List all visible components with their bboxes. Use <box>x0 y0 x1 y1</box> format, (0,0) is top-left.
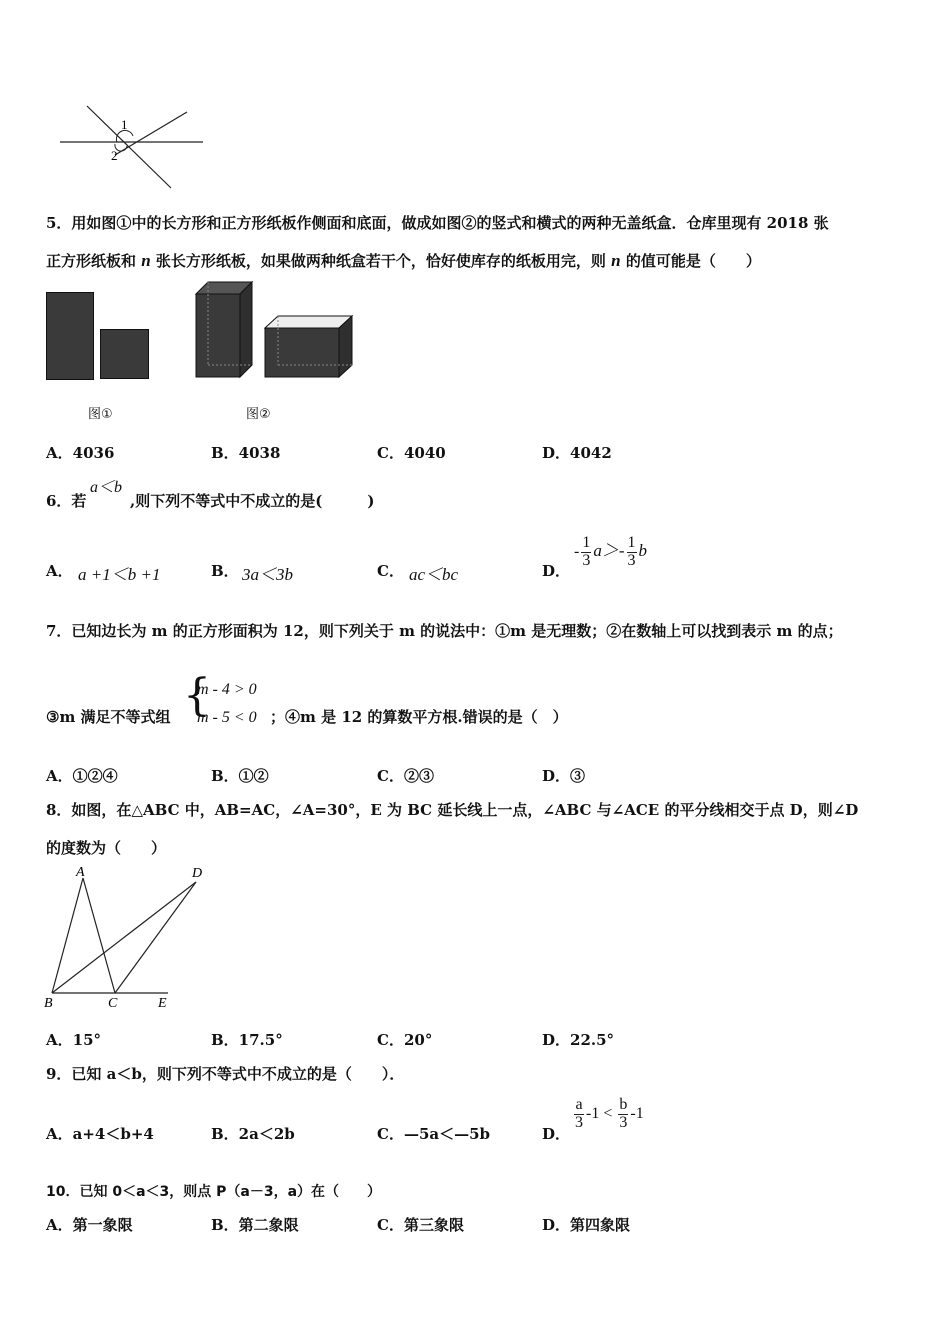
q9-option-b[interactable]: B．2a＜2b <box>211 1125 295 1143</box>
q6-option-c-label[interactable]: C． <box>377 562 404 580</box>
q9-option-d-expr: $\frac{a}{3}$ -1 < $\frac{b}{3}$ -1 <box>575 1096 644 1131</box>
q5-option-a[interactable]: A．4036 <box>46 444 115 462</box>
fig1-caption: 图① <box>88 407 113 422</box>
q6-option-b-label[interactable]: B． <box>211 562 239 580</box>
point-label-d: D <box>192 866 203 881</box>
q5-option-c[interactable]: C．4040 <box>377 444 446 462</box>
q8-option-a[interactable]: A．15° <box>46 1031 102 1049</box>
q7-option-d[interactable]: D．③ <box>542 767 586 785</box>
q9-option-c[interactable]: C．—5a＜—5b <box>377 1125 491 1143</box>
q7-system-2: m - 5 < 0 <box>197 709 257 726</box>
q5-option-b[interactable]: B．4038 <box>211 444 281 462</box>
q5-var-n: n <box>141 251 151 270</box>
q6-option-d-label[interactable]: D． <box>542 562 571 580</box>
q6-condition: a＜b <box>90 479 123 496</box>
q8-option-c[interactable]: C．20° <box>377 1031 433 1049</box>
q5-line1: 5．用如图①中的长方形和正方形纸板作侧面和底面，做成如图②的竖式和横式的两种无盖纸盒．仓库里现有 2018 张 <box>46 214 829 232</box>
angle-label-2: 2 <box>111 148 118 163</box>
point-label-b: B <box>44 996 53 1011</box>
fig2-caption: 图② <box>246 407 271 422</box>
q9-option-a[interactable]: A．a+4＜b+4 <box>46 1125 154 1143</box>
q7-option-b[interactable]: B．①② <box>211 767 269 785</box>
q6-suffix: ,则下列不等式中不成立的是( ) <box>130 492 375 510</box>
q5-option-d[interactable]: D．4042 <box>542 444 612 462</box>
point-label-a: A <box>76 865 85 880</box>
box-figure <box>192 278 357 382</box>
q10-option-a[interactable]: A．第一象限 <box>46 1216 133 1234</box>
rect-board <box>46 292 94 380</box>
q6-option-a-expr: a +1＜b +1 <box>78 565 161 584</box>
point-label-e: E <box>158 996 167 1011</box>
q10-option-b[interactable]: B．第二象限 <box>211 1216 299 1234</box>
q7-line2-b: ；④m 是 12 的算数平方根.错误的是（ ） <box>270 708 568 726</box>
q7-option-c[interactable]: C．②③ <box>377 767 434 785</box>
q10-option-c[interactable]: C．第三象限 <box>377 1216 464 1234</box>
q6-option-c-expr: ac＜bc <box>409 565 459 584</box>
q5-line2 <box>46 250 761 271</box>
q8-line2: 的度数为（ ） <box>46 839 167 857</box>
q10-option-d[interactable]: D．第四象限 <box>542 1216 631 1234</box>
q5-line2-b: 张长方形纸板，如果做两种纸盒若干个，恰好使库存的纸板用完，则 <box>150 252 612 270</box>
q7-option-a[interactable]: A．①②④ <box>46 767 118 785</box>
q6-option-a-label[interactable]: A． <box>46 562 73 580</box>
angle-figure <box>55 100 215 195</box>
q5-var-n2: n <box>611 251 621 270</box>
square-board <box>100 329 149 379</box>
q8-line1: 8．如图，在△ABC 中，AB=AC，∠A=30°，E 为 BC 延长线上一点，∠ABC 与∠ACE 的平分线相交于点 D，则∠D <box>46 801 859 819</box>
q7-line1: 7．已知边长为 m 的正方形面积为 12，则下列关于 m 的说法中：①m 是无理数；②在数轴上可以找到表示 m 的点； <box>46 622 843 640</box>
q6-prefix: 6．若 <box>46 492 87 510</box>
q6-option-b-expr: 3a＜3b <box>242 565 293 584</box>
q7-line2-a: ③m 满足不等式组 <box>46 708 171 726</box>
angle-label-1: 1 <box>121 117 128 132</box>
q8-option-d[interactable]: D．22.5° <box>542 1031 615 1049</box>
point-label-c: C <box>108 996 118 1011</box>
q10-line1: 10．已知 0＜a＜3，则点 P（a－3，a）在（ ） <box>46 1184 382 1200</box>
q8-option-b[interactable]: B．17.5° <box>211 1031 283 1049</box>
q7-system-1: m - 4 > 0 <box>197 681 257 698</box>
q7-brace: { <box>183 670 211 721</box>
q9-option-d-label[interactable]: D． <box>542 1125 571 1143</box>
q5-line2-c: 的值可能是（ ） <box>620 252 761 270</box>
q6-option-d-expr: - $\frac{1}{3}$ a＞- $\frac{1}{3}$ b <box>574 534 647 569</box>
triangle-figure <box>40 862 210 1012</box>
q5-line2-a: 正方形纸板和 <box>46 252 142 270</box>
q9-line1: 9．已知 a＜b，则下列不等式中不成立的是（ ）． <box>46 1065 405 1083</box>
